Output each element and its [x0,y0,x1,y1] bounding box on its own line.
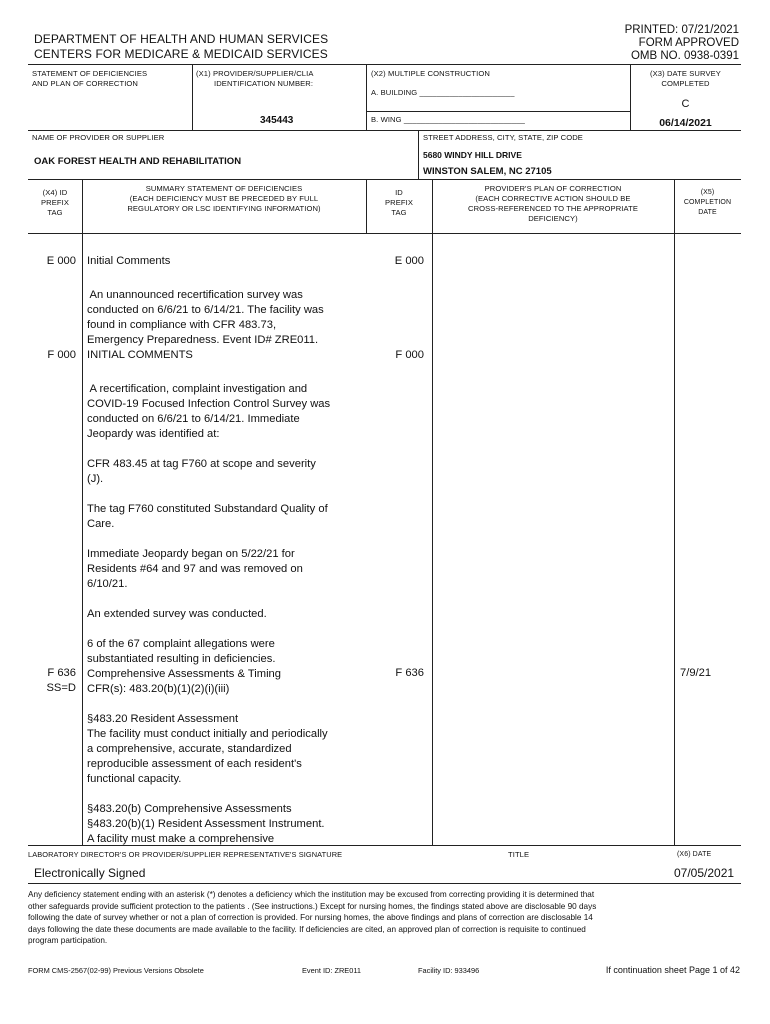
paragraph: CFR 483.45 at tag F760 at scope and severity (J). [87,458,316,485]
wing-field: B. WING ____________________________ [371,115,525,124]
city-state-zip: WINSTON SALEM, NC 27105 [423,166,552,177]
divider [82,179,83,845]
divider [28,179,741,180]
x3-label: (X3) DATE SURVEY COMPLETED [650,69,721,88]
divider [28,64,741,65]
omb-number: OMB NO. 0938-0391 [630,50,739,62]
building-field: A. BUILDING ______________________ [371,88,515,97]
paragraph: An unannounced recertification survey was conducted on 6/6/21 to 6/14/21. The facility was found in compliance with CFR 483.73, Emergency Preparedness. Event ID# ZRE011. [87,289,324,346]
prefix-tag-f636: F 636 [47,667,76,679]
divider [28,883,741,884]
paragraph: Immediate Jeopardy began on 5/22/21 for Residents #64 and 97 and was removed on 6/10/21. [87,548,303,590]
event-id: Event ID: ZRE011 [302,966,362,975]
prefix-tag-e000: E 000 [46,255,76,267]
divider [28,130,741,131]
paragraph: Initial Comments [87,255,171,267]
agency-header [34,32,328,62]
electronic-signature: Electronically Signed [34,866,146,880]
form-number: FORM CMS-2567(02-99) Previous Versions Obsolete [28,966,204,975]
page-indicator: If continuation sheet Page 1 of 42 [605,965,740,975]
provider-id: 345443 [260,115,294,126]
signature-label: LABORATORY DIRECTOR'S OR PROVIDER/SUPPLIER REPRESENTATIVE'S SIGNATURE [28,850,343,859]
plan-header: PROVIDER'S PLAN OF CORRECTION (EACH CORRECTIVE ACTION SHOULD BE CROSS-REFERENCED TO THE APPROPRIATE DEFICIENCY) [467,184,639,223]
divider [432,179,433,845]
provider-name-label: NAME OF PROVIDER OR SUPPLIER [32,133,165,142]
facility-id: Facility ID: 933496 [418,966,480,975]
signature-date: 07/05/2021 [674,866,735,880]
paragraph: The tag F760 constituted Substandard Quality of Care. [87,503,328,530]
divider [674,179,675,845]
street-address: 5680 WINDY HILL DRIVE [423,150,522,160]
prefix-tag-f000: F 000 [47,349,76,361]
summary-header: SUMMARY STATEMENT OF DEFICIENCIES (EACH DEFICIENCY MUST BE PRECEDED BY FULL REGULATORY OR LSC IDENTIFYING INFORMATION) [127,184,321,213]
paragraph: An extended survey was conducted. [87,608,267,620]
department-line: DEPARTMENT OF HEALTH AND HUMAN SERVICES [34,32,329,46]
id-tag-f636: F 636 [395,667,424,679]
form-approval-block [625,24,739,63]
divider [192,64,193,130]
paragraph: §483.20 Resident Assessment The facility must conduct initially and periodically a comprehensive, accurate, standardized reproducible assessment of each resident's functional capacity. [87,713,328,785]
paragraph: Comprehensive Assessments & Timing CFR(s): 483.20(b)(1)(2)(i)(iii) [87,668,281,695]
paragraph: 6 of the 67 complaint allegations were substantiated resulting in deficiencies. [87,638,276,665]
title-label: TITLE [508,850,530,859]
completion-date-f636: 7/9/21 [680,667,712,679]
divider [28,233,741,234]
x2-label: (X2) MULTIPLE CONSTRUCTION [371,69,490,78]
paragraph: §483.20(b) Comprehensive Assessments §483.20(b)(1) Resident Assessment Instrument. A facility must make a comprehensive [87,803,325,845]
completion-header: (X5) COMPLETION DATE [683,189,732,216]
form-approved: FORM APPROVED [638,37,739,49]
cms-line: CENTERS FOR MEDICARE & MEDICAID SERVICES [34,47,328,61]
id-tag-f000: F 000 [395,349,424,361]
scope-severity: SS=D [46,682,76,694]
divider [418,130,419,179]
address-label: STREET ADDRESS, CITY, STATE, ZIP CODE [423,133,583,142]
statement-label: STATEMENT OF DEFICIENCIES AND PLAN OF CORRECTION [32,69,148,88]
id-header: ID PREFIX TAG [384,188,414,217]
x4-header: (X4) ID PREFIX TAG [40,188,70,217]
survey-code: C [681,98,690,110]
id-tag-e000: E 000 [394,255,424,267]
divider [28,845,741,846]
divider [366,111,630,112]
survey-date: 06/14/2021 [659,117,712,129]
paragraph: INITIAL COMMENTS [87,349,193,361]
paragraph: A recertification, complaint investigation and COVID-19 Focused Infection Control Survey was conducted on 6/6/21 to 6/14/21. Immediate Jeopardy was identified at: [87,383,331,440]
divider [366,179,367,233]
x1-label: (X1) PROVIDER/SUPPLIER/CLIA IDENTIFICATION NUMBER: [196,69,314,88]
date-label: (X6) DATE [677,851,712,858]
disclaimer: Any deficiency statement ending with an asterisk (*) denotes a deficiency which the institution may be excused from correcting providing it is determined that other safeguards provide sufficient protection to the patients . (See instructions.) Except for nursing homes, the findings stated above are disclosable 90 days following the date of survey whether or not a plan of correction is provided. For nursing homes, the above findings and plans of correction are disclosable 14 days following the date these documents are made available to the facility. If deficiencies are cited, an approved plan of correction is requisite to continued program participation. [28,890,597,945]
summary-statement [87,254,362,847]
provider-name: OAK FOREST HEALTH AND REHABILITATION [34,156,242,167]
divider [366,64,367,130]
printed-date: PRINTED: 07/21/2021 [624,24,739,36]
